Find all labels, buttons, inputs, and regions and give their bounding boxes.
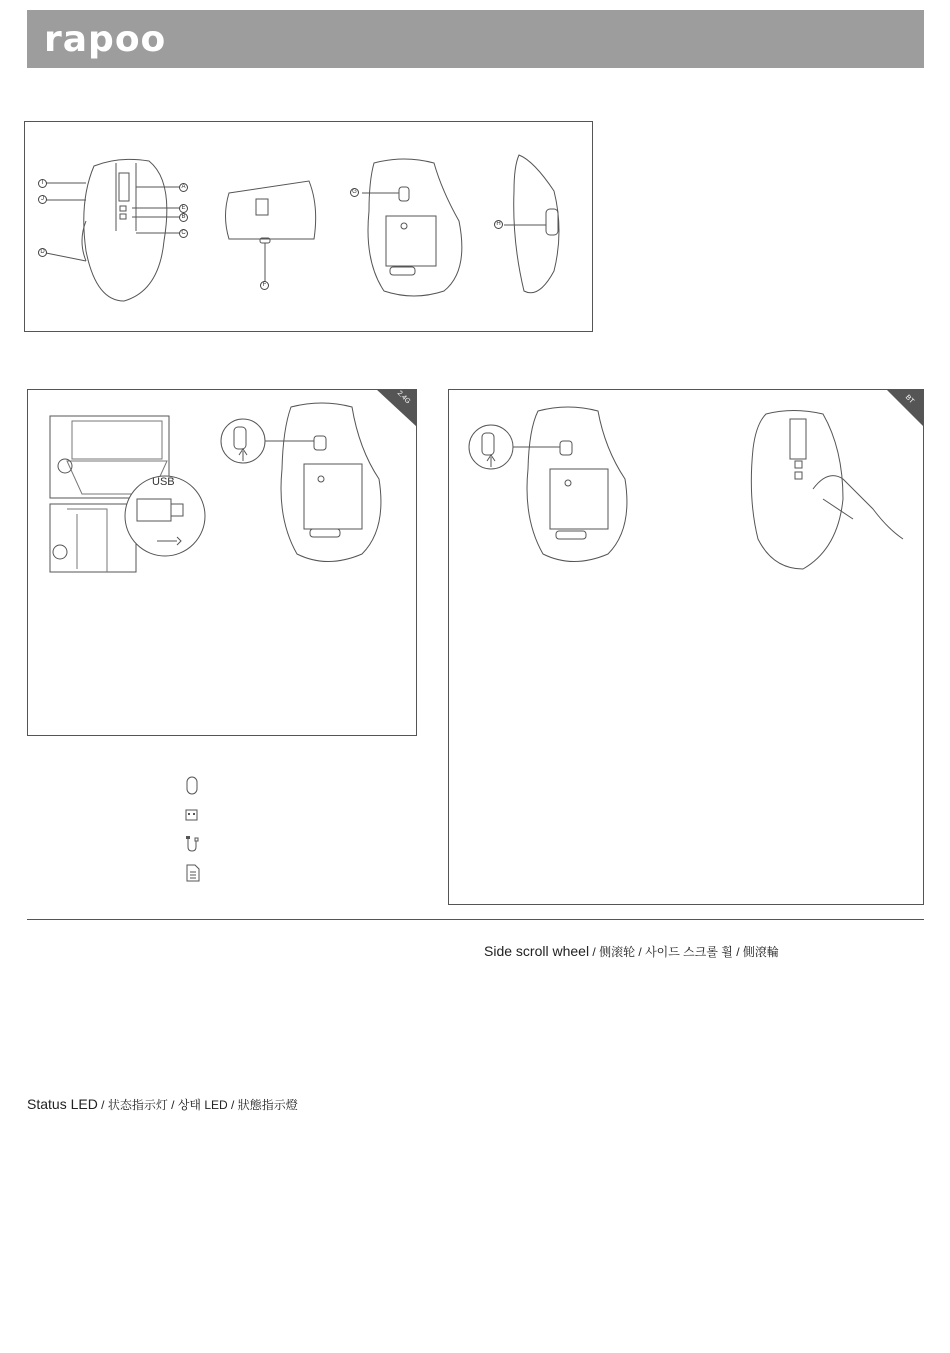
side-scroll-heading xyxy=(484,943,779,960)
callout-j: J xyxy=(38,195,47,204)
callout-e: E xyxy=(179,204,188,213)
section-divider xyxy=(27,919,924,920)
callout-a: A xyxy=(179,183,188,192)
status-led-title: Status LED xyxy=(27,1096,98,1112)
callout-f: F xyxy=(260,281,269,290)
cable-icon xyxy=(185,835,201,853)
connect-bt-illustrations xyxy=(448,389,924,905)
mouse-front-illustration xyxy=(226,181,316,281)
callout-h: H xyxy=(494,220,503,229)
mouse-icon xyxy=(186,776,198,796)
usb-label: USB xyxy=(152,476,175,488)
brand-logo: rapoo xyxy=(44,19,167,60)
connect-24g-illustrations xyxy=(27,389,417,736)
mouse-side-illustration xyxy=(514,155,559,293)
overview-illustrations xyxy=(24,121,593,332)
badge-24g: 2.4G xyxy=(395,389,412,406)
callout-c: C xyxy=(179,229,188,238)
callout-i: I xyxy=(38,179,47,188)
callout-g: G xyxy=(350,188,359,197)
callout-b: B xyxy=(179,213,188,222)
status-led-heading xyxy=(27,1096,298,1113)
receiver-icon xyxy=(185,808,199,822)
side-scroll-subtitle: / 侧滚轮 / 사이드 스크롤 휠 / 側滾輪 xyxy=(589,945,779,959)
side-scroll-title: Side scroll wheel xyxy=(484,943,590,959)
manual-icon xyxy=(186,864,200,882)
callout-d: D xyxy=(38,248,47,257)
mouse-bottom-illustration xyxy=(368,159,462,296)
mouse-top-illustration xyxy=(82,159,167,301)
status-led-subtitle: / 状态指示灯 / 상태 LED / 狀態指示燈 xyxy=(97,1098,298,1112)
badge-bt: BT xyxy=(903,393,916,406)
